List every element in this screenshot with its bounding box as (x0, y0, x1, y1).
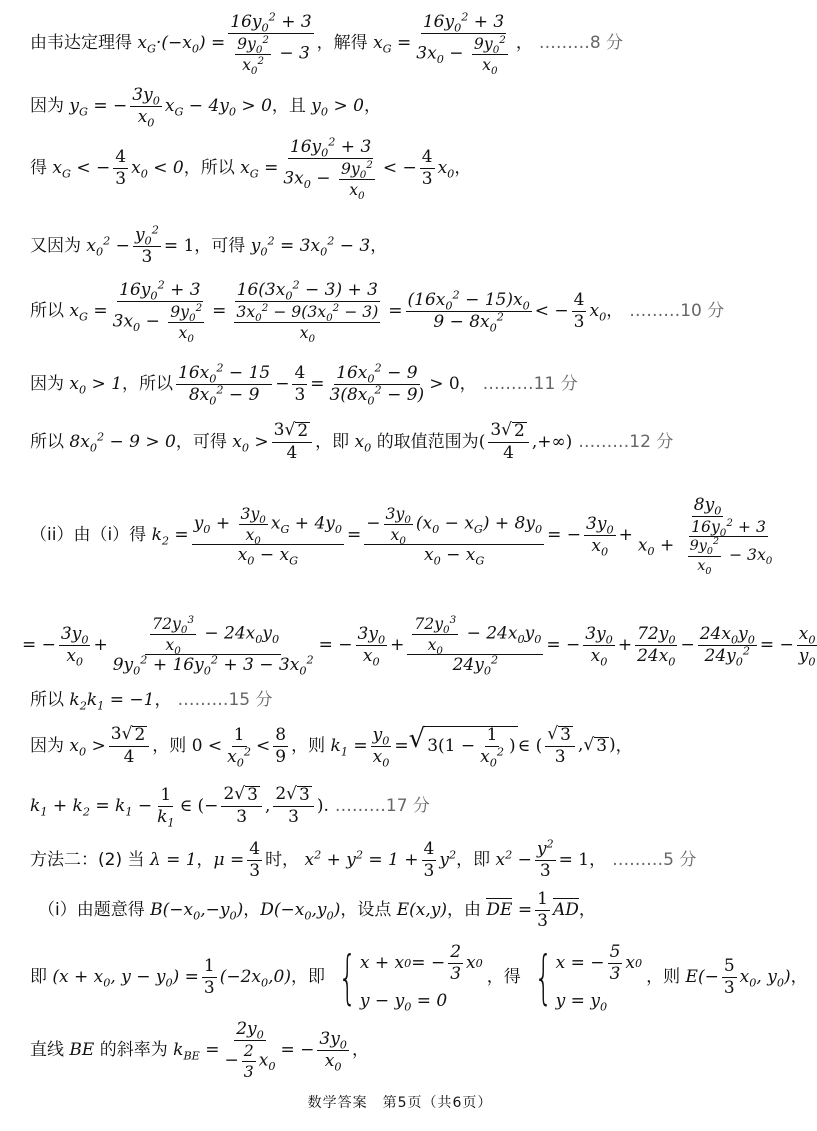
line-method2: 方法二：(2) 当 λ = 1 ， μ = $\frac{4}{3}$ 时， $x^2 + y^2 = 1$ + $\frac{4}{3}$ $y^2$ ，即 $x^2$ − $\frac{y^2}{3}$ = 1 ， ………5 分 (30, 836, 697, 881)
line-hyperbola: 又因为 $x_0^2$ − $\frac{y_0^2}{3}$ = 1 ，可得 $y_0^2 = 3x_0^2 - 3$ ， (30, 222, 388, 267)
line-points: （i）由题意得 $B(-x_0,-y_0)$ ， $D(-x_0,y_0)$ ，设点 E(x,y) ，由 DE = $\frac{1}{3}$ AD ， (38, 888, 596, 931)
line-k2-simplify: = − $\frac{3y_0}{x_0}$ + $\frac{72y_0^3}{x_0}$ − $24x_0y_0$ $9y_0^2 + 16y_0^2 + 3 - 3x_0^2$ = − $\frac{3y_0}{x_0}$ + $\frac{72y_0^3}{x_0}$ − $24x_0y_0$ $24y_0^2$ = − $\frac{3y_0}{x_0}$ + $\frac{72y_0}{24x_0}$ − $\frac{24x_0y_0}{24y_0^2}$ = − $\frac{x_0}{y_0}$ (22, 613, 816, 678)
line-vieta: 由韦达定理得 $x_G\cdot(-x_0)$ = $16y_0^2 + 3$ $\frac{9y_0^2}{x_0^2}$ − 3 ，解得 $x_G$ = $16y_0^2 + 3$ $3x_0$ − $\frac{9y_0^2}{x_0}$ ， ………8 分 (30, 10, 624, 77)
line-yG: 因为 $y_G$ = − $\frac{3y_0}{x_0}$ $x_G - 4y_0 > 0$ ，且 $y_0 > 0$ ， (30, 84, 381, 129)
line-slope-BE: 直线 BE 的斜率为 $k_{BE}$ = $2y_0$ − $\frac{2}{3}$ $x_0$ = − $\frac{3y_0}{x_0}$ ， (30, 1018, 369, 1081)
line-ineq: 因为 $x_0 > 1$ ，所以 $\frac{16x_0^2 - 15}{8x_0^2 - 9}$ − $\frac{4}{3}$ = $\frac{16x_0^2 - 9}{3(8x_0^2 - 9)}$ > 0 ， ………11 分 (30, 360, 578, 407)
line-k2: （ii）由（i）得 $k_2$ = $y_0$ + $\frac{3y_0}{x_0}$ $x_G + 4y_0$ $x_0 - x_G$ = − $\frac{3y_0}{x_0}$ $(x_0 - x_G) + 8y_0$ $x_0 - x_G$ = − $\frac{3y_0}{x_0}$ + $8y_0$ $x_0$ + $16y_0^2 + 3$ $\frac{9y_0^2}{x_0}$ − $3x_0$ (30, 494, 773, 577)
line-product: 所以 $k_2k_1 = -1$ ， ………15 分 (30, 689, 273, 712)
line-sum: $k_1 + k_2 = k_1$ − $\frac{1}{k_1}$ ∈ (− 2√ 3 3 , 2√ 3 3 ). ………17 分 (30, 784, 430, 829)
line-xG-bound: 得 $x_G$ < − $\frac{4}{3}$ $x_0 < 0$ ，所以 $x_G$ = $16y_0^2 + 3$ $3x_0$ − $\frac{9y_0^2}{x_0}$ < − $\frac{4}{3}$ $x_0$ ， (30, 135, 472, 202)
line-xG-expr: 所以 $x_G$ = $16y_0^2 + 3$ $3x_0$ − $\frac{9y_0^2}{x_0}$ = $\frac{16(3x_0^2 - 3) + 3}{\frac{3x_0^2 - 9(3x_0^2 - 3)}{x_0}}$ = $\frac{(16x_0^2 - 15)x_0}{9 - 8x_0^2}$ < − $\frac{4}{3}$ $x_0$ ， ………10 分 (30, 278, 725, 345)
page-footer: 数学答案 第5页（共6页） (307, 1095, 493, 1111)
line-k1-range: 因为 $x_0$ > 3√ 2 4 ，则 0 < $\frac{1}{x_0^2}$ < $\frac{8}{9}$ ，则 $k_1$ = $\frac{y_0}{x_0}$ = √ 3(1 − $\frac{1}{x_0^2}$ ) ∈ ( √ 3 3 ,√ 3 ) ， (30, 724, 633, 770)
line-system: 即 ($x + x_0$, $y - y_0$) = $\frac{1}{3}$ $(-2x_0,0)$ ，即 { x + x 0 = − $\frac{2}{3}$ x 0 $y - y_0 = 0$ ，得 { x = − $\frac{5}{3}$ x 0 $y = y_0$ ，则 E(− $\frac{5}{3}$ $x_0$, $y_0$) ， (30, 942, 808, 1014)
line-range: 所以 $8x_0^2 - 9 > 0$ ，可得 $x_0$ > 3√ 2 4 ，即 $x_0$ 的取值范围为 ( 3√ 2 4 ,+∞) ………12 分 (30, 420, 674, 463)
